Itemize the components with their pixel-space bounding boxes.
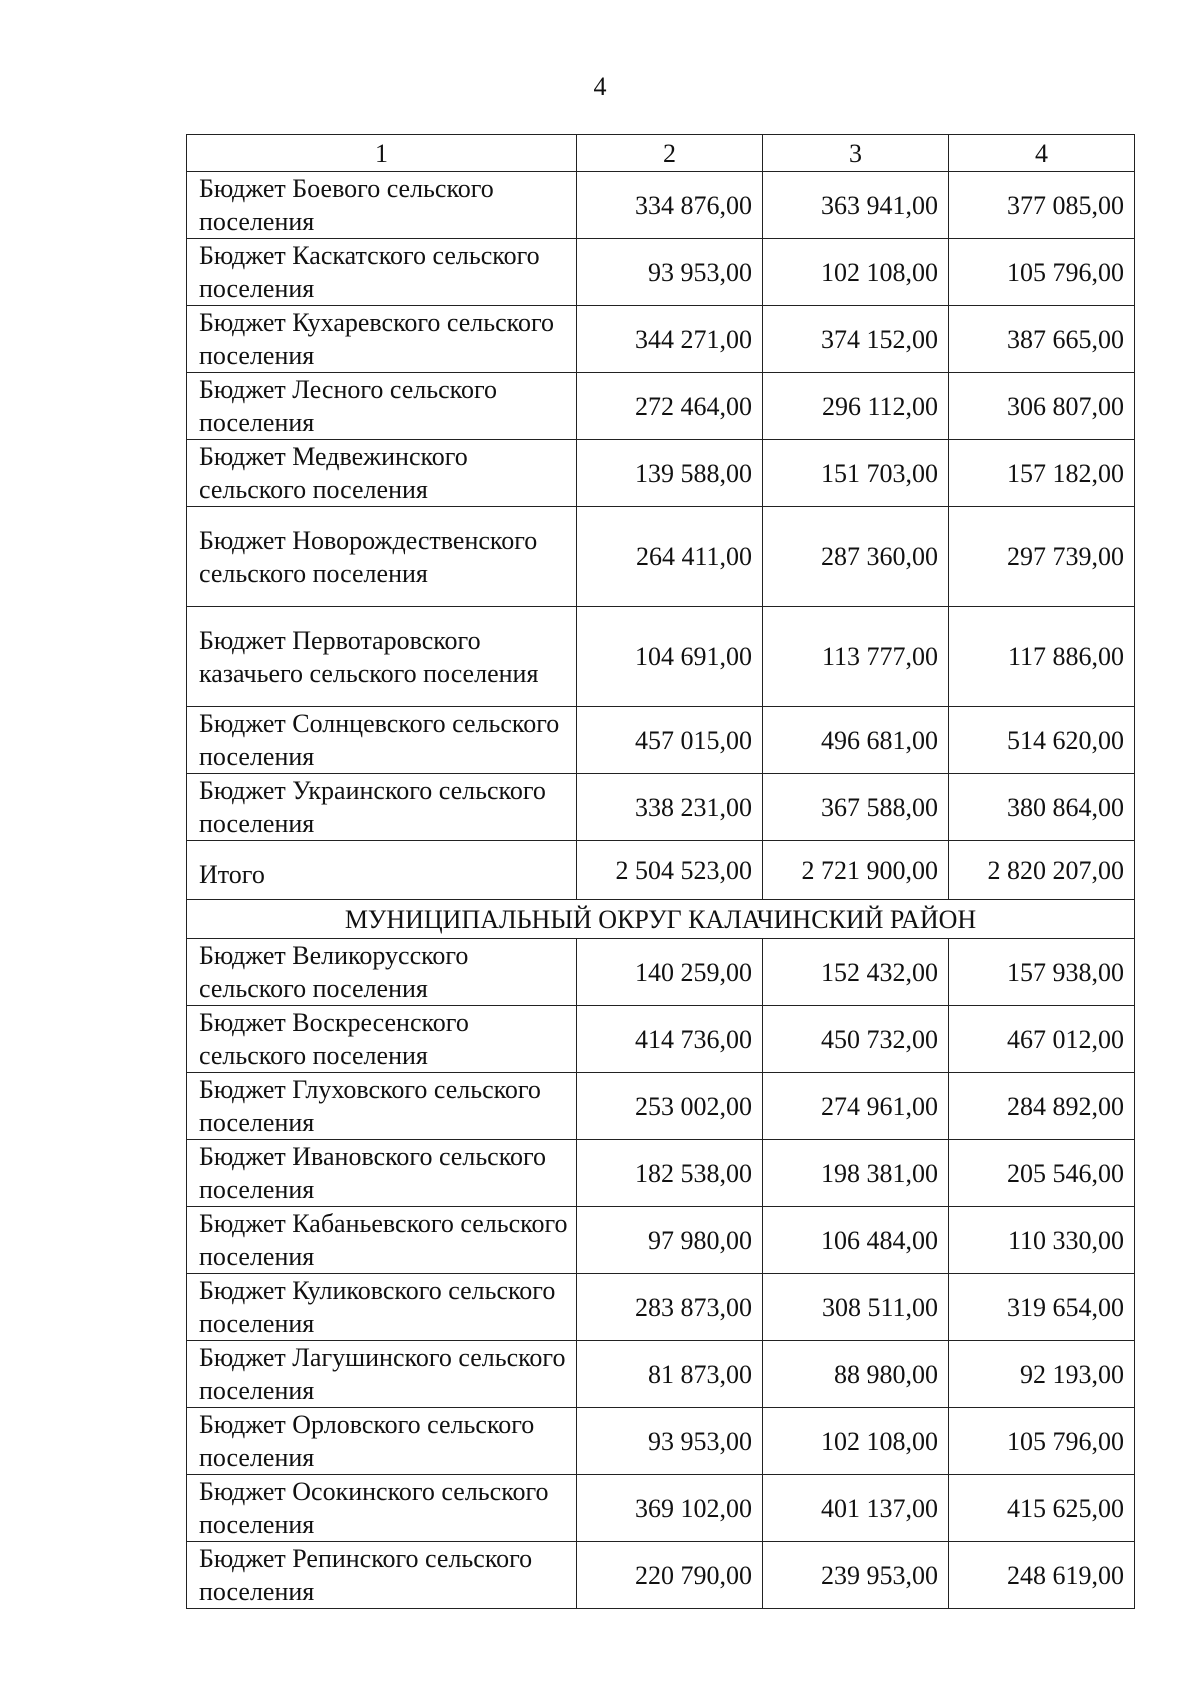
amount-col4: 157 938,00 [949, 939, 1135, 1006]
table-row [187, 1408, 1135, 1475]
table-row [187, 939, 1135, 1006]
amount-col4: 306 807,00 [949, 373, 1135, 440]
settlement-name: Бюджет Воскресенского сельского поселения [187, 1006, 577, 1073]
amount-col3: 367 588,00 [763, 774, 949, 841]
settlement-name: Бюджет Новорождественского сельского поселения [187, 507, 577, 607]
amount-col2: 93 953,00 [577, 1408, 763, 1475]
table-row [187, 607, 1135, 707]
amount-col4: 205 546,00 [949, 1140, 1135, 1207]
amount-col3: 287 360,00 [763, 507, 949, 607]
settlement-name: Бюджет Лесного сельского поселения [187, 373, 577, 440]
amount-col4: 117 886,00 [949, 607, 1135, 707]
amount-col2: 139 588,00 [577, 440, 763, 507]
amount-col2: 272 464,00 [577, 373, 763, 440]
column-header: 3 [763, 135, 949, 172]
amount-col3: 496 681,00 [763, 707, 949, 774]
amount-col3: 102 108,00 [763, 1408, 949, 1475]
amount-col2: 264 411,00 [577, 507, 763, 607]
amount-col3: 450 732,00 [763, 1006, 949, 1073]
amount-col4: 92 193,00 [949, 1341, 1135, 1408]
amount-col4: 387 665,00 [949, 306, 1135, 373]
settlement-name: Бюджет Орловского сельского поселения [187, 1408, 577, 1475]
settlement-name: Бюджет Кабаньевского сельского поселения [187, 1207, 577, 1274]
table-row [187, 507, 1135, 607]
amount-col4: 284 892,00 [949, 1073, 1135, 1140]
amount-col3: 88 980,00 [763, 1341, 949, 1408]
table-row [187, 172, 1135, 239]
table-row [187, 1542, 1135, 1609]
total-col4: 2 820 207,00 [949, 841, 1135, 900]
amount-col2: 414 736,00 [577, 1006, 763, 1073]
table-row [187, 1006, 1135, 1073]
amount-col4: 105 796,00 [949, 1408, 1135, 1475]
settlement-name: Бюджет Осокинского сельского поселения [187, 1475, 577, 1542]
amount-col2: 253 002,00 [577, 1073, 763, 1140]
amount-col3: 152 432,00 [763, 939, 949, 1006]
amount-col2: 344 271,00 [577, 306, 763, 373]
settlement-name: Бюджет Медвежинского сельского поселения [187, 440, 577, 507]
amount-col4: 380 864,00 [949, 774, 1135, 841]
table-row [187, 774, 1135, 841]
table-row [187, 1341, 1135, 1408]
total-label: Итого [187, 841, 577, 900]
settlement-name: Бюджет Лагушинского сельского поселения [187, 1341, 577, 1408]
amount-col2: 220 790,00 [577, 1542, 763, 1609]
amount-col4: 105 796,00 [949, 239, 1135, 306]
amount-col3: 401 137,00 [763, 1475, 949, 1542]
table-row [187, 1073, 1135, 1140]
amount-col4: 248 619,00 [949, 1542, 1135, 1609]
settlement-name: Бюджет Ивановского сельского поселения [187, 1140, 577, 1207]
amount-col3: 296 112,00 [763, 373, 949, 440]
budget-table [186, 134, 1135, 1609]
amount-col2: 457 015,00 [577, 707, 763, 774]
amount-col2: 369 102,00 [577, 1475, 763, 1542]
column-header: 2 [577, 135, 763, 172]
table-row [187, 707, 1135, 774]
amount-col2: 93 953,00 [577, 239, 763, 306]
amount-col3: 374 152,00 [763, 306, 949, 373]
amount-col4: 467 012,00 [949, 1006, 1135, 1073]
total-col2: 2 504 523,00 [577, 841, 763, 900]
table-row [187, 1475, 1135, 1542]
amount-col4: 110 330,00 [949, 1207, 1135, 1274]
amount-col3: 274 961,00 [763, 1073, 949, 1140]
settlement-name: Бюджет Глуховского сельского поселения [187, 1073, 577, 1140]
column-header: 4 [949, 135, 1135, 172]
amount-col2: 182 538,00 [577, 1140, 763, 1207]
table-row [187, 1274, 1135, 1341]
amount-col2: 81 873,00 [577, 1341, 763, 1408]
settlement-name: Бюджет Боевого сельского поселения [187, 172, 577, 239]
settlement-name: Бюджет Куликовского сельского поселения [187, 1274, 577, 1341]
amount-col3: 363 941,00 [763, 172, 949, 239]
amount-col2: 104 691,00 [577, 607, 763, 707]
table-row [187, 306, 1135, 373]
table-row [187, 1140, 1135, 1207]
table-row [187, 239, 1135, 306]
amount-col2: 338 231,00 [577, 774, 763, 841]
amount-col4: 377 085,00 [949, 172, 1135, 239]
amount-col3: 106 484,00 [763, 1207, 949, 1274]
settlement-name: Бюджет Первотаровского казачьего сельского поселения [187, 607, 577, 707]
amount-col2: 97 980,00 [577, 1207, 763, 1274]
amount-col3: 198 381,00 [763, 1140, 949, 1207]
amount-col4: 415 625,00 [949, 1475, 1135, 1542]
amount-col3: 239 953,00 [763, 1542, 949, 1609]
amount-col2: 334 876,00 [577, 172, 763, 239]
page-number: 4 [593, 72, 607, 101]
amount-col4: 514 620,00 [949, 707, 1135, 774]
settlement-name: Бюджет Репинского сельского поселения [187, 1542, 577, 1609]
total-col3: 2 721 900,00 [763, 841, 949, 900]
amount-col3: 308 511,00 [763, 1274, 949, 1341]
total-row [187, 841, 1135, 900]
amount-col4: 157 182,00 [949, 440, 1135, 507]
settlement-name: Бюджет Великорусского сельского поселения [187, 939, 577, 1006]
amount-col2: 140 259,00 [577, 939, 763, 1006]
table-row [187, 440, 1135, 507]
section-row [187, 900, 1135, 939]
table-row [187, 1207, 1135, 1274]
amount-col4: 297 739,00 [949, 507, 1135, 607]
settlement-name: Бюджет Каскатского сельского поселения [187, 239, 577, 306]
amount-col2: 283 873,00 [577, 1274, 763, 1341]
amount-col4: 319 654,00 [949, 1274, 1135, 1341]
amount-col3: 151 703,00 [763, 440, 949, 507]
table-row [187, 373, 1135, 440]
section-title: МУНИЦИПАЛЬНЫЙ ОКРУГ КАЛАЧИНСКИЙ РАЙОН [187, 900, 1135, 939]
amount-col3: 113 777,00 [763, 607, 949, 707]
settlement-name: Бюджет Кухаревского сельского поселения [187, 306, 577, 373]
column-header: 1 [187, 135, 577, 172]
header-row [187, 135, 1135, 172]
amount-col3: 102 108,00 [763, 239, 949, 306]
settlement-name: Бюджет Солнцевского сельского поселения [187, 707, 577, 774]
settlement-name: Бюджет Украинского сельского поселения [187, 774, 577, 841]
